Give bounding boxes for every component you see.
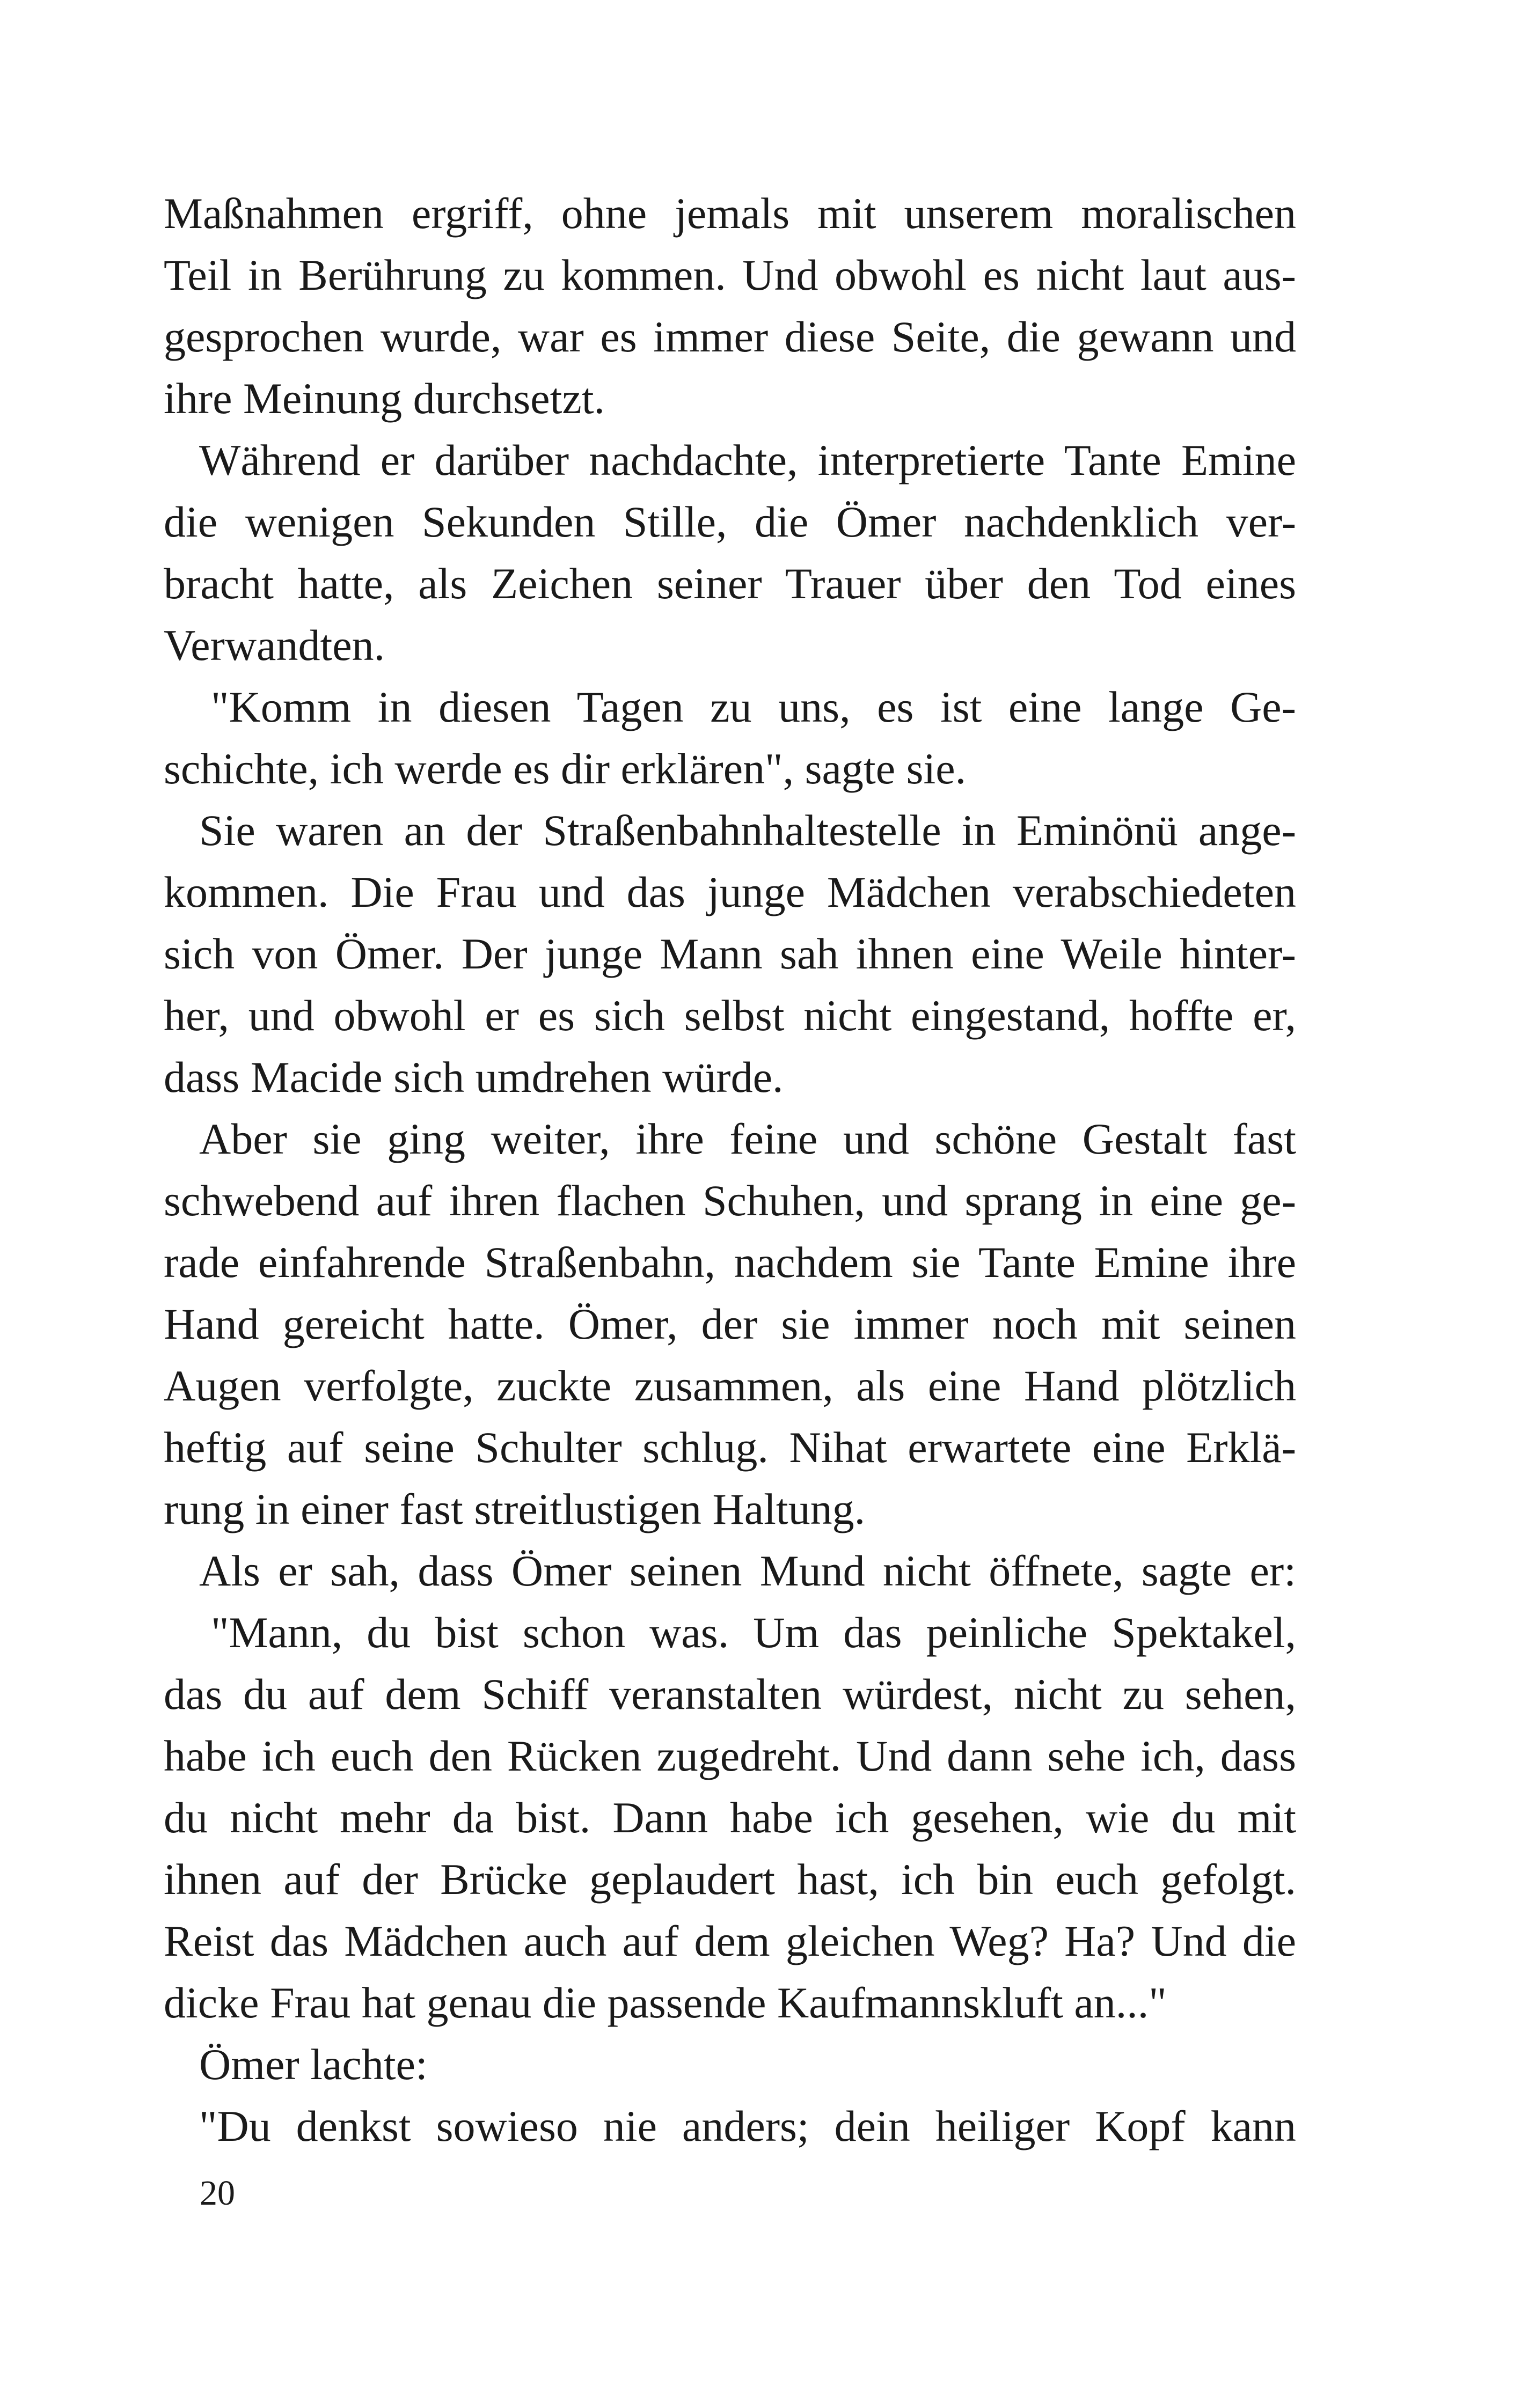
text-line: Verwandten. [164, 621, 385, 670]
text-line: Reist das Mädchen auch auf dem gleichen Weg? Ha? Und die [164, 1917, 1296, 1965]
text-line: Als er sah, dass Ömer seinen Mund nicht öffnete, sagte er: [199, 1546, 1296, 1595]
text-line: rung in einer fast streitlustigen Haltung. [164, 1485, 866, 1533]
text-line: das du auf dem Schiff veranstalten würdest, nicht zu sehen, [164, 1670, 1296, 1719]
text-line: heftig auf seine Schulter schlug. Nihat erwartete eine Erklä- [164, 1423, 1296, 1472]
page-number: 20 [200, 2174, 235, 2213]
text-line: rade einfahrende Straßenbahn, nachdem sie Tante Emine ihre [164, 1238, 1296, 1287]
paragraph [164, 1540, 1296, 1602]
text-line: "Du denkst sowieso nie anders; dein heiliger Kopf kann [199, 2102, 1296, 2150]
body-text [164, 182, 1296, 2157]
text-line: dicke Frau hat genau die passende Kaufmannskluft an..." [164, 1978, 1167, 2027]
text-line: Maßnahmen ergriff, ohne jemals mit unserem moralischen [164, 189, 1296, 238]
text-line: Aber sie ging weiter, ihre feine und schöne Gestalt fast [199, 1114, 1296, 1163]
text-line: Augen verfolgte, zuckte zusammen, als eine Hand plötzlich [164, 1361, 1296, 1410]
text-line: "Mann, du bist schon was. Um das peinliche Spektakel, [211, 1608, 1296, 1657]
text-line: ihre Meinung durchsetzt. [164, 374, 605, 423]
paragraph [164, 2095, 1296, 2157]
paragraph [164, 2033, 1296, 2095]
text-line: Teil in Berührung zu kommen. Und obwohl es nicht laut aus- [164, 251, 1296, 299]
text-line: Während er darüber nachdachte, interpretierte Tante Emine [199, 436, 1296, 484]
text-line: Ömer lachte: [199, 2040, 428, 2089]
paragraph [164, 429, 1296, 676]
text-line: die wenigen Sekunden Stille, die Ömer nachdenklich ver- [164, 497, 1296, 546]
text-line: schwebend auf ihren flachen Schuhen, und sprang in eine ge- [164, 1176, 1296, 1225]
text-line: gesprochen wurde, war es immer diese Seite, die gewann und [164, 312, 1296, 361]
text-line: Hand gereicht hatte. Ömer, der sie immer noch mit seinen [164, 1300, 1296, 1348]
paragraph [164, 1602, 1296, 2033]
text-line: dass Macide sich umdrehen würde. [164, 1053, 784, 1102]
text-line: bracht hatte, als Zeichen seiner Trauer über den Tod eines [164, 559, 1296, 608]
text-line: habe ich euch den Rücken zugedreht. Und dann sehe ich, dass [164, 1731, 1296, 1780]
text-line: her, und obwohl er es sich selbst nicht eingestand, hoffte er, [164, 991, 1296, 1040]
text-line: ihnen auf der Brücke geplaudert hast, ich bin euch gefolgt. [164, 1855, 1296, 1904]
text-line: Sie waren an der Straßenbahnhaltestelle in Eminönü ange- [199, 806, 1296, 855]
text-line: "Komm in diesen Tagen zu uns, es ist eine lange Ge- [211, 682, 1296, 731]
paragraph [164, 182, 1296, 429]
text-line: kommen. Die Frau und das junge Mädchen verabschiedeten [164, 868, 1296, 916]
paragraph [164, 1108, 1296, 1540]
paragraph [164, 676, 1296, 799]
text-line: schichte, ich werde es dir erklären", sagte sie. [164, 744, 967, 793]
text-line: sich von Ömer. Der junge Mann sah ihnen eine Weile hinter- [164, 929, 1296, 978]
text-line: du nicht mehr da bist. Dann habe ich gesehen, wie du mit [164, 1793, 1296, 1842]
paragraph [164, 799, 1296, 1108]
